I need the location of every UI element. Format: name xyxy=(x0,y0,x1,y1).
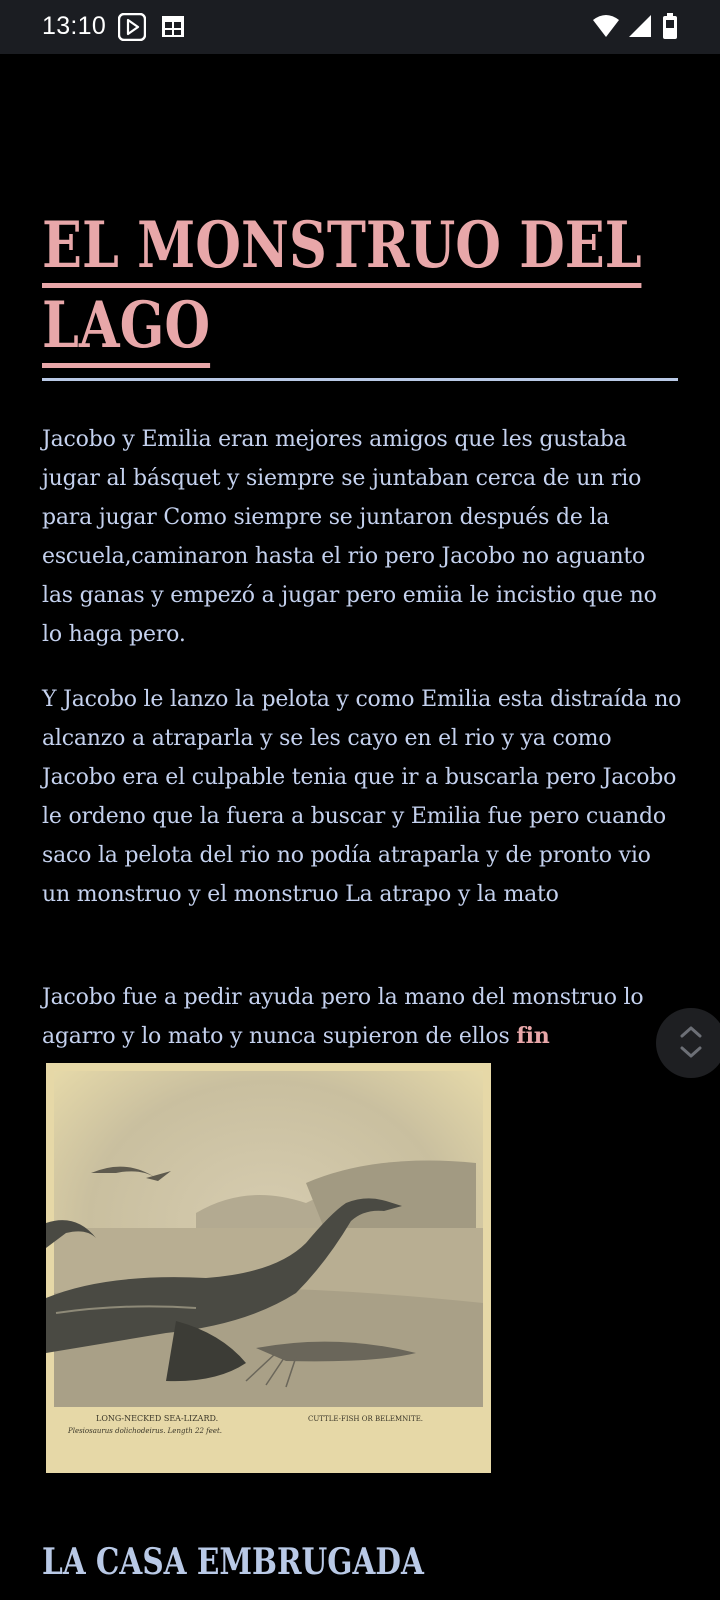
status-bar xyxy=(0,0,720,54)
sea-lizard-illustration xyxy=(46,1063,491,1473)
next-story-title: LA CASA EMBRUGADA xyxy=(42,1541,424,1583)
paragraph-3-text: Jacobo fue a pedir ayuda pero la mano del monstruo lo agarro y lo mato y nunca supieron de ellos xyxy=(42,985,644,1049)
paragraph-1: Jacobo y Emilia eran mejores amigos que les gustaba jugar al básquet y siempre se juntaban cerca de un rio para jugar Como siempre se juntaron después de la escuela,caminaron hasta el rio pero Jacobo no aguanto las ganas y empezó a jugar pero emiia le incistio que no lo haga pero. xyxy=(42,427,657,647)
paragraph-3 xyxy=(42,978,682,1056)
signal-icon xyxy=(628,14,652,38)
chevron-up-down-icon xyxy=(656,1008,720,1078)
wifi-icon xyxy=(592,13,620,39)
calendar-icon xyxy=(160,13,186,39)
paragraph-2: Y Jacobo le lanzo la pelota y como Emilia esta distraída no alcanzo a atraparla y se les cayo en el rio y ya como Jacobo era el culpable tenia que ir a buscarla pero Jacobo le ordeno que la fuera a buscar y Emilia fue pero cuando saco la pelota del rio no podía atraparla y de pronto vio un monstruo y el monstruo La atrapo y la mato xyxy=(42,687,682,907)
ending-word: fin xyxy=(516,1023,550,1049)
title-divider xyxy=(42,378,678,381)
caption-left-sub: Plesiosaurus dolichodeirus. Length 22 feet. xyxy=(68,1427,223,1435)
battery-icon xyxy=(663,13,677,39)
status-time: 13:10 xyxy=(42,12,107,40)
scroll-button[interactable] xyxy=(656,1008,720,1078)
play-store-icon xyxy=(118,13,146,41)
caption-left-title: LONG-NECKED SEA-LIZARD. xyxy=(96,1414,219,1423)
article-title: EL MONSTRUO DEL LAGO xyxy=(42,206,698,366)
caption-right: CUTTLE-FISH OR BELEMNITE. xyxy=(308,1415,424,1423)
